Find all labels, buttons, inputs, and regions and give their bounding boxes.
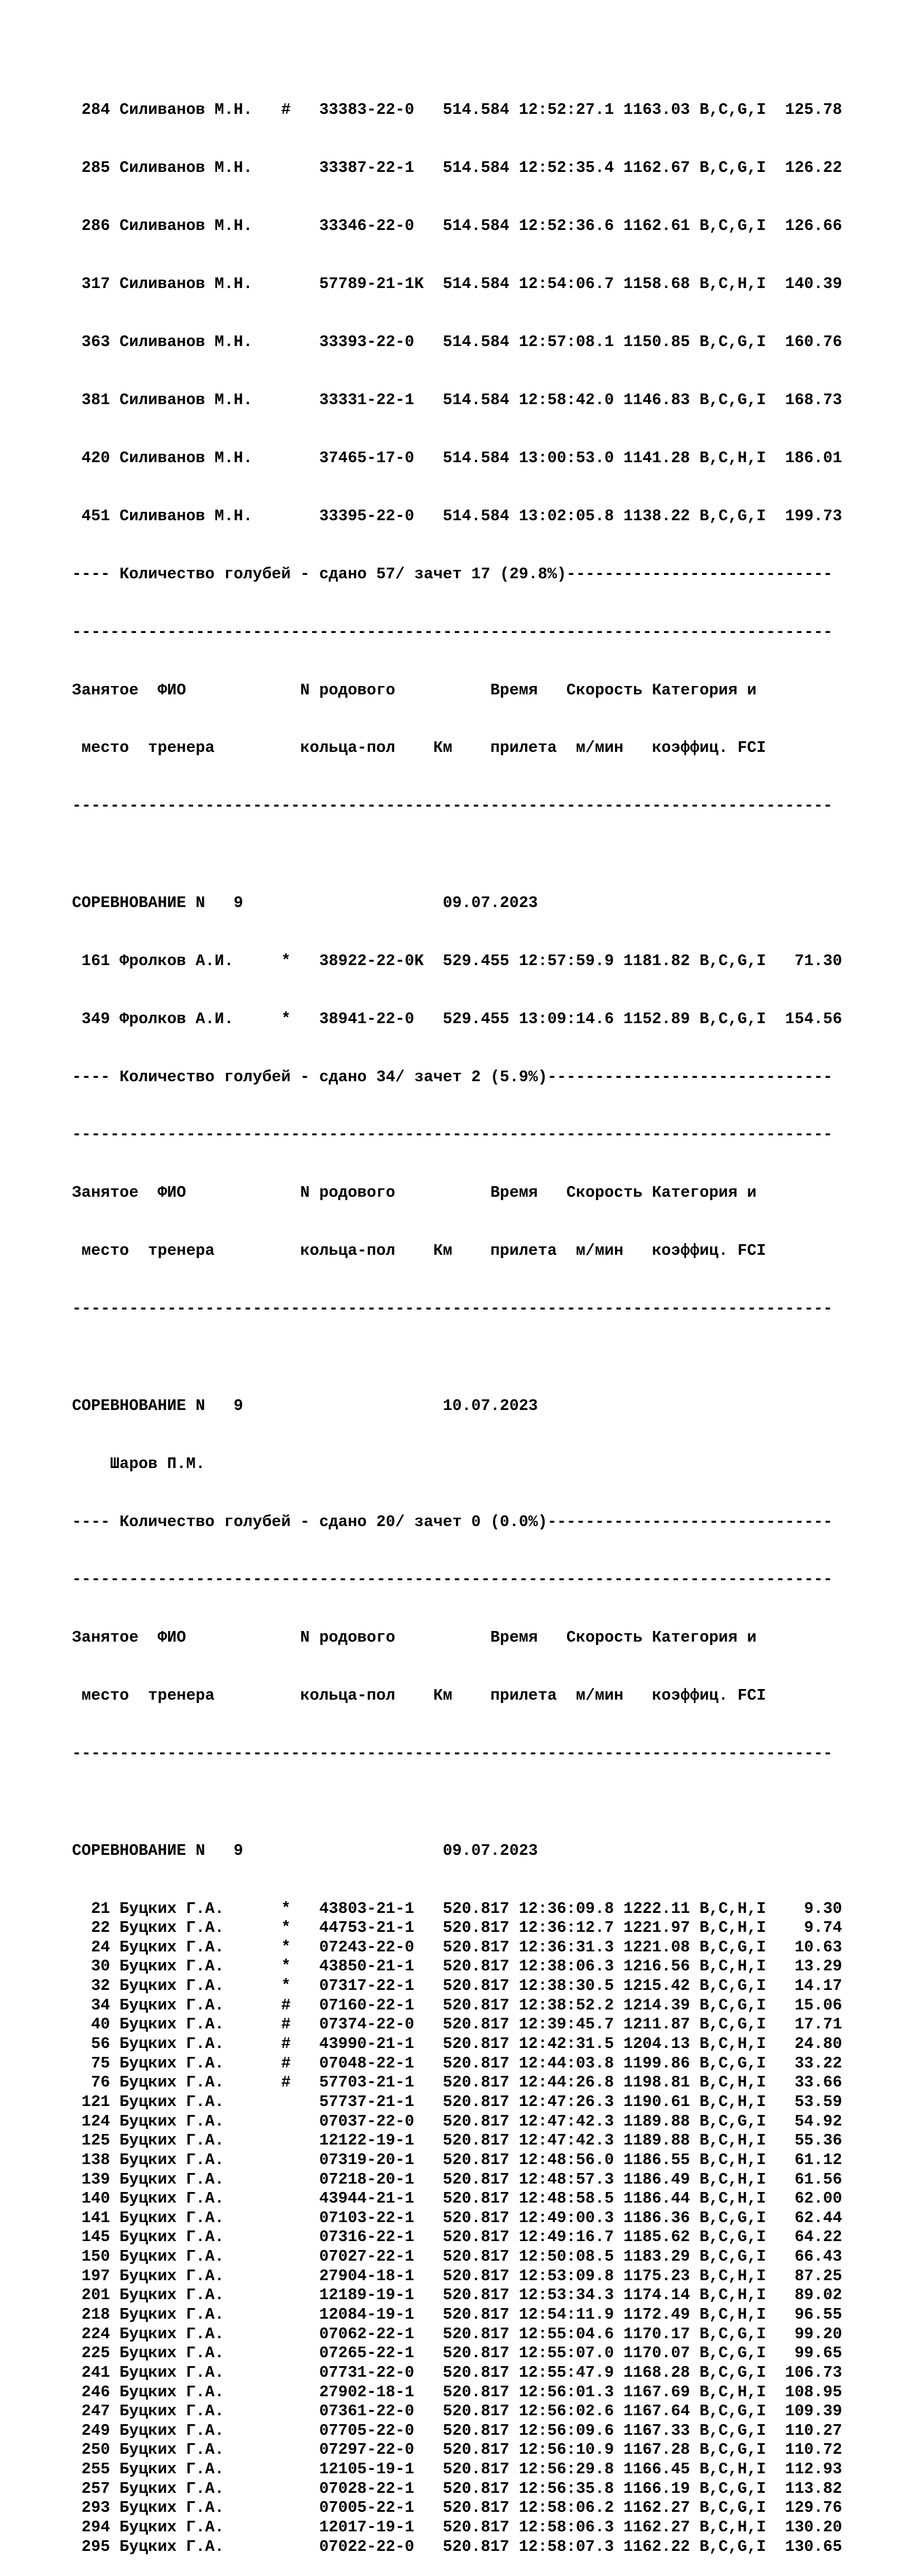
header-line-2: место тренера кольца-пол Км прилета м/мин коэффиц. FCI — [72, 1241, 766, 1260]
header-line-1: Занятое ФИО N родового Время Скорость Категория и — [72, 1183, 757, 1202]
result-row: 294 Буцких Г.А. 12017-19-1 520.817 12:58:06.3 1162.27 B,C,H,I 130.20 — [72, 2518, 843, 2537]
result-row: 285 Силиванов М.Н. 33387-22-1 514.584 12:52:35.4 1162.67 B,C,G,I 126.22 — [72, 158, 843, 177]
separator: -------------------------------------------------------------------------------- — [72, 1570, 833, 1589]
result-row: 32 Буцких Г.А. * 07317-22-1 520.817 12:38:30.5 1215.42 B,C,G,I 14.17 — [72, 1977, 843, 1995]
header-line-2: место тренера кольца-пол Км прилета м/мин коэффиц. FCI — [72, 738, 766, 757]
result-row: 224 Буцких Г.А. 07062-22-1 520.817 12:55:04.6 1170.17 B,C,G,I 99.20 — [72, 2324, 843, 2343]
competition-title: СОРЕВНОВАНИЕ N 9 09.07.2023 — [72, 893, 538, 912]
separator: -------------------------------------------------------------------------------- — [72, 1299, 833, 1318]
result-row: 218 Буцких Г.А. 12084-19-1 520.817 12:54:11.9 1172.49 B,C,H,I 96.55 — [72, 2305, 843, 2324]
separator: -------------------------------------------------------------------------------- — [72, 1125, 833, 1144]
result-row: 250 Буцких Г.А. 07297-22-0 520.817 12:56:10.9 1167.28 B,C,G,I 110.72 — [72, 2440, 843, 2459]
competition-title: СОРЕВНОВАНИЕ N 9 10.07.2023 — [72, 1396, 538, 1415]
header-line-1: Занятое ФИО N родового Время Скорость Категория и — [72, 680, 757, 699]
result-row: 161 Фролков А.И. * 38922-22-0K 529.455 12:57:59.9 1181.82 B,C,G,I 71.30 — [72, 951, 843, 970]
result-row: 30 Буцких Г.А. * 43850-21-1 520.817 12:38:06.3 1216.56 B,C,H,I 13.29 — [72, 1957, 843, 1976]
result-row: 125 Буцких Г.А. 12122-19-1 520.817 12:47:42.3 1189.88 B,C,H,I 55.36 — [72, 2131, 843, 2150]
separator: -------------------------------------------------------------------------------- — [72, 622, 833, 641]
result-row: 284 Силиванов М.Н. # 33383-22-0 514.584 12:52:27.1 1163.03 B,C,G,I 125.78 — [72, 100, 843, 119]
result-row: 76 Буцких Г.А. # 57703-21-1 520.817 12:44:26.8 1198.81 B,C,H,I 33.66 — [72, 2073, 843, 2092]
summary-line: ---- Количество голубей - сдано 57/ зачет 17 (29.8%)---------------------------- — [72, 564, 833, 583]
result-row: 225 Буцких Г.А. 07265-22-1 520.817 12:55:07.0 1170.07 B,C,G,I 99.65 — [72, 2344, 843, 2363]
result-row: 139 Буцких Г.А. 07218-20-1 520.817 12:48:57.3 1186.49 B,C,H,I 61.56 — [72, 2170, 843, 2189]
result-row: 249 Буцких Г.А. 07705-22-0 520.817 12:56:09.6 1167.33 B,C,G,I 110.27 — [72, 2421, 843, 2440]
result-row: 286 Силиванов М.Н. 33346-22-0 514.584 12:52:36.6 1162.61 B,C,G,I 126.66 — [72, 216, 843, 235]
competition-title: СОРЕВНОВАНИЕ N 9 09.07.2023 — [72, 1841, 538, 1860]
result-row: 141 Буцких Г.А. 07103-22-1 520.817 12:49:00.3 1186.36 B,C,G,I 62.44 — [72, 2208, 843, 2227]
result-row: 197 Буцких Г.А. 27904-18-1 520.817 12:53:09.8 1175.23 B,C,H,I 87.25 — [72, 2266, 843, 2285]
result-row: 255 Буцких Г.А. 12105-19-1 520.817 12:56:29.8 1166.45 B,C,H,I 112.93 — [72, 2460, 843, 2479]
result-row: 21 Буцких Г.А. * 43803-21-1 520.817 12:36:09.8 1222.11 B,C,H,I 9.30 — [72, 1899, 843, 1918]
result-row: 420 Силиванов М.Н. 37465-17-0 514.584 13:00:53.0 1141.28 B,C,H,I 186.01 — [72, 448, 843, 467]
result-row: 317 Силиванов М.Н. 57789-21-1K 514.584 12:54:06.7 1158.68 B,C,H,I 140.39 — [72, 274, 843, 293]
result-row: 24 Буцких Г.А. * 07243-22-0 520.817 12:36:31.3 1221.08 B,C,G,I 10.63 — [72, 1937, 843, 1956]
header-line-1: Занятое ФИО N родового Время Скорость Категория и — [72, 1628, 757, 1647]
result-row: 295 Буцких Г.А. 07022-22-0 520.817 12:58:07.3 1162.22 B,C,G,I 130.65 — [72, 2537, 843, 2556]
result-row: 34 Буцких Г.А. # 07160-22-1 520.817 12:38:52.2 1214.39 B,C,G,I 15.06 — [72, 1995, 843, 2014]
result-row: 247 Буцких Г.А. 07361-22-0 520.817 12:56:02.6 1167.64 B,C,G,I 109.39 — [72, 2402, 843, 2421]
result-row: 246 Буцких Г.А. 27902-18-1 520.817 12:56:01.3 1167.69 B,C,H,I 108.95 — [72, 2382, 843, 2401]
result-row: 241 Буцких Г.А. 07731-22-0 520.817 12:55:47.9 1168.28 B,C,G,I 106.73 — [72, 2363, 843, 2382]
result-row: 363 Силиванов М.Н. 33393-22-0 514.584 12:57:08.1 1150.85 B,C,G,I 160.76 — [72, 332, 843, 351]
report-page — [72, 42, 842, 2576]
result-row: 293 Буцких Г.А. 07005-22-1 520.817 12:58:06.2 1162.27 B,C,G,I 129.76 — [72, 2498, 843, 2517]
separator: -------------------------------------------------------------------------------- — [72, 797, 833, 816]
header-line-2: место тренера кольца-пол Км прилета м/мин коэффиц. FCI — [72, 1686, 766, 1705]
result-row: 22 Буцких Г.А. * 44753-21-1 520.817 12:36:12.7 1221.97 B,C,H,I 9.74 — [72, 1918, 843, 1937]
summary-line: ---- Количество голубей - сдано 34/ зачет 2 (5.9%)------------------------------ — [72, 1067, 833, 1086]
result-row: 75 Буцких Г.А. # 07048-22-1 520.817 12:44:03.8 1199.86 B,C,G,I 33.22 — [72, 2054, 843, 2073]
result-row: 124 Буцких Г.А. 07037-22-0 520.817 12:47:42.3 1189.88 B,C,G,I 54.92 — [72, 2112, 843, 2131]
trainer-name: Шаров П.М. — [72, 1454, 205, 1473]
result-row: 451 Силиванов М.Н. 33395-22-0 514.584 13:02:05.8 1138.22 B,C,G,I 199.73 — [72, 506, 843, 525]
result-row: 257 Буцких Г.А. 07028-22-1 520.817 12:56:35.8 1166.19 B,C,G,I 113.82 — [72, 2479, 843, 2498]
result-row: 121 Буцких Г.А. 57737-21-1 520.817 12:47:26.3 1190.61 B,C,H,I 53.59 — [72, 2092, 843, 2111]
result-row: 145 Буцких Г.А. 07316-22-1 520.817 12:49:16.7 1185.62 B,C,G,I 64.22 — [72, 2228, 843, 2247]
result-row: 381 Силиванов М.Н. 33331-22-1 514.584 12:58:42.0 1146.83 B,C,G,I 168.73 — [72, 390, 843, 409]
result-row: 56 Буцких Г.А. # 43990-21-1 520.817 12:42:31.5 1204.13 B,C,H,I 24.80 — [72, 2035, 843, 2054]
results-list — [72, 1899, 842, 2557]
result-row: 349 Фролков А.И. * 38941-22-0 529.455 13:09:14.6 1152.89 B,C,G,I 154.56 — [72, 1009, 843, 1028]
result-row: 138 Буцких Г.А. 07319-20-1 520.817 12:48:56.0 1186.55 B,C,H,I 61.12 — [72, 2150, 843, 2169]
result-row: 40 Буцких Г.А. # 07374-22-0 520.817 12:39:45.7 1211.87 B,C,G,I 17.71 — [72, 2015, 843, 2034]
separator: -------------------------------------------------------------------------------- — [72, 1744, 833, 1763]
result-row: 201 Буцких Г.А. 12189-19-1 520.817 12:53:34.3 1174.14 B,C,H,I 89.02 — [72, 2286, 843, 2305]
summary-line: ---- Количество голубей - сдано 20/ зачет 0 (0.0%)------------------------------ — [72, 1512, 833, 1531]
result-row: 140 Буцких Г.А. 43944-21-1 520.817 12:48:58.5 1186.44 B,C,H,I 62.00 — [72, 2189, 843, 2208]
result-row: 150 Буцких Г.А. 07027-22-1 520.817 12:50:08.5 1183.29 B,C,G,I 66.43 — [72, 2247, 843, 2266]
